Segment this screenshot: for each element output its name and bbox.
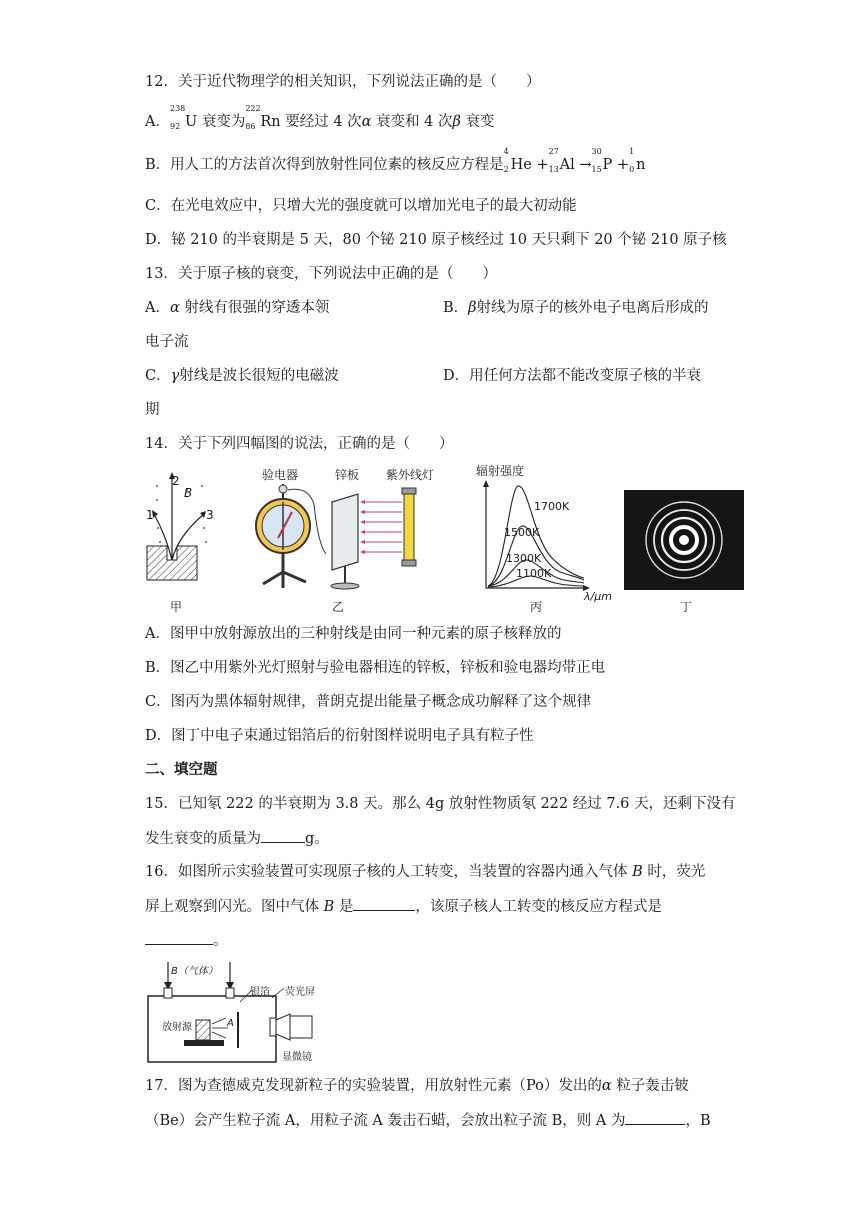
q16-line2: 屏上观察到闪光。图中气体 B 是 ，该原子核人工转变的核反应方程式是: [145, 896, 662, 917]
q13-option-a: A．α 射线有很强的穿透本领: [145, 300, 330, 316]
ding-caption: 丁: [680, 600, 693, 614]
q14-option-b: B．图乙中用紫外光灯照射与验电器相连的锌板，锌板和验电器均带正电: [145, 660, 606, 676]
q13-option-d: D．用任何方法都不能改变原子核的半衰: [443, 368, 702, 384]
nuclide-u238: 238 92 U: [169, 104, 198, 131]
bing-xlabel: λ/μm: [584, 590, 612, 603]
figure-ding-diffraction: [624, 490, 744, 590]
q16-line1: 16．如图所示实验装置可实现原子核的人工转变，当装置的容器内通入气体 B 时，荧光: [145, 864, 706, 880]
q12-option-d: D．铋 210 的半衰期是 5 天，80 个铋 210 原子核经过 10 天只剩下 20 个铋 210 原子核: [145, 232, 727, 248]
q16-fig-gas-label: B（气体）: [171, 966, 218, 977]
yi-label-uv-lamp: 紫外线灯: [386, 468, 435, 482]
jia-label-2: 2: [172, 474, 180, 488]
q13-option-c: C．γ射线是波长很短的电磁波: [145, 368, 339, 384]
q16-fig-foil-label: 银箔: [250, 987, 270, 998]
q16-fig-source-label: 放射源: [162, 1022, 192, 1033]
q16-line3: 。: [145, 930, 228, 951]
q14-option-c: C．图丙为黑体辐射规律，普朗克提出能量子概念成功解释了这个规律: [145, 694, 592, 710]
q12-option-b: B．用人工的方法首次得到放射性同位素的核反应方程是 4 2 He + 27 13 Al → 30 15 P + 1 0 n: [145, 147, 646, 174]
q15-line2: 发生衰变的质量为 g。: [145, 828, 329, 849]
figure-yi: [248, 484, 434, 594]
bing-curve-label-4: 1100K: [516, 567, 552, 580]
q14-option-a: A．图甲中放射源放出的三种射线是由同一种元素的原子核释放的: [145, 626, 562, 642]
jia-label-b: B: [184, 486, 193, 500]
nuclide-rn222: 222 86 Rn: [245, 104, 281, 131]
jia-label-3: 3: [206, 508, 214, 522]
jia-label-1: 1: [146, 508, 154, 522]
q16-fig-a-label: A: [227, 1018, 234, 1029]
q13-option-b-cont: 电子流: [145, 334, 189, 350]
q12-option-c: C．在光电效应中，只增大光的强度就可以增加光电子的最大初动能: [145, 198, 577, 214]
yi-label-electroscope: 验电器: [262, 468, 299, 482]
q16-fig-screen-label: 荧光屏: [285, 987, 315, 998]
q14-stem: 14．关于下列四幅图的说法，正确的是（ ）: [145, 436, 454, 452]
bing-ylabel: 辐射强度: [476, 464, 525, 478]
bing-curve-label-2: 1500K: [504, 526, 540, 539]
yi-caption: 乙: [332, 600, 345, 614]
figure-jia: [142, 466, 224, 584]
q17-line1: 17．图为查德威克发现新粒子的实验装置，用放射性元素（Po）发出的α 粒子轰击铍: [145, 1078, 689, 1094]
q13-option-b: B．β射线为原子的核外电子电离后形成的: [443, 300, 709, 316]
q16-gas-blank[interactable]: [353, 896, 415, 911]
q13-option-d-cont: 期: [145, 402, 160, 418]
q12-option-a: A． 238 92 U 衰变为 222 86 Rn 要经过 4 次α 衰变和 4 次β 衰变: [145, 104, 495, 131]
bing-caption: 丙: [530, 600, 543, 614]
q17-a-blank[interactable]: [625, 1110, 685, 1125]
q15-line1: 15．已知氡 222 的半衰期为 3.8 天。那么 4g 放射性物质氡 222 经过 7.6 天，还剩下没有: [145, 796, 736, 812]
q16-equation-blank[interactable]: [145, 930, 213, 945]
bing-curve-label-3: 1300K: [506, 552, 542, 565]
q14-option-d: D．图丁中电子束通过铝箔后的衍射图样说明电子具有粒子性: [145, 728, 534, 744]
q17-line2: （Be）会产生粒子流 A，用粒子流 A 轰击石蜡，会放出粒子流 B，则 A 为 ，B: [145, 1110, 711, 1131]
jia-caption: 甲: [170, 600, 183, 614]
bing-curve-label-1: 1700K: [534, 500, 570, 513]
q13-stem: 13．关于原子核的衰变，下列说法中正确的是（ ）: [145, 266, 497, 282]
q16-fig-microscope-label: 显微镜: [282, 1052, 312, 1063]
section-heading-fill-blank: 二、填空题: [145, 762, 218, 778]
q15-answer-blank[interactable]: [261, 828, 305, 843]
yi-label-zinc: 锌板: [335, 468, 360, 482]
q12-stem: 12．关于近代物理学的相关知识，下列说法正确的是（ ）: [145, 74, 541, 90]
